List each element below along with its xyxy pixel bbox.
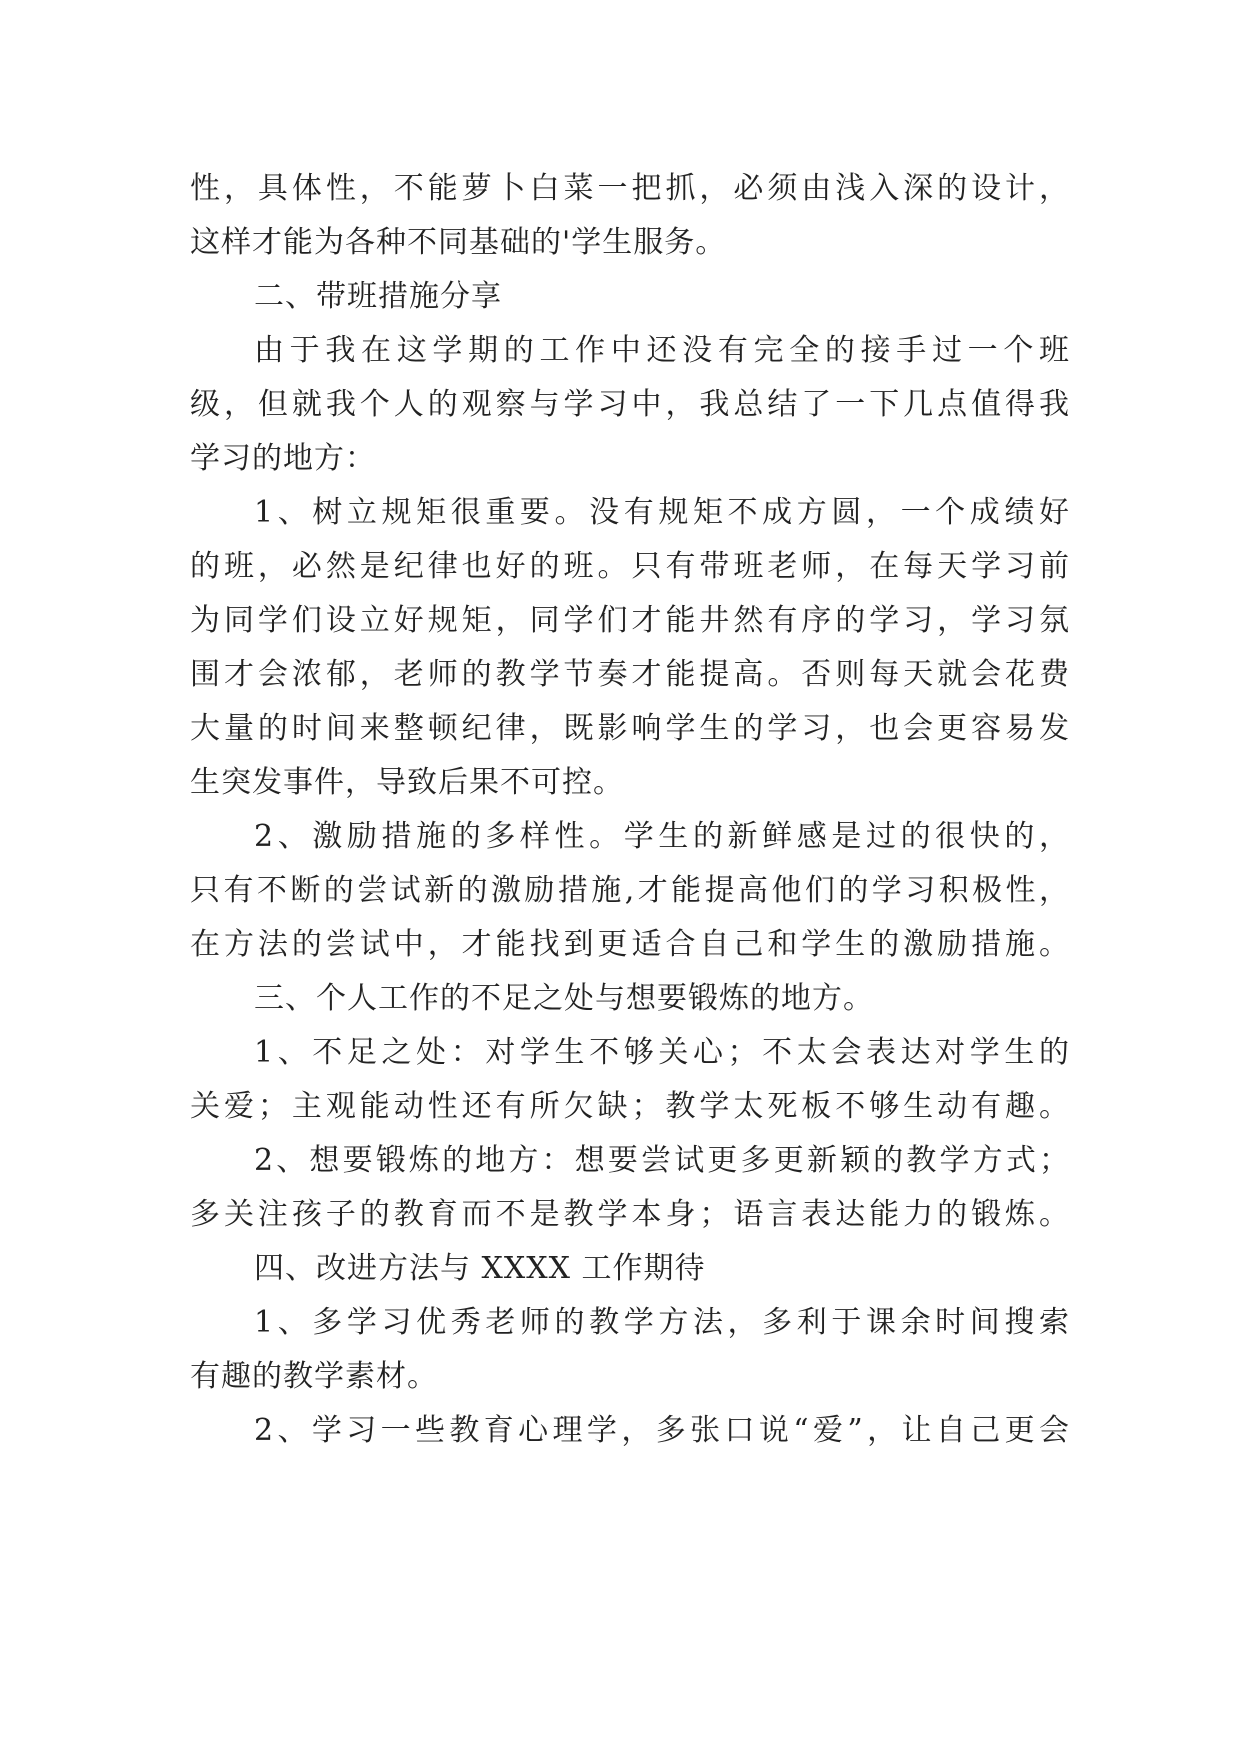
text-line: 只有不断的尝试新的激励措施,才能提高他们的学习积极性， xyxy=(190,873,1070,908)
text-line: 这样才能为各种不同基础的'学生服务。 xyxy=(190,225,727,260)
text-line: 在方法的尝试中，才能找到更适合自己和学生的激励措施。 xyxy=(190,927,1070,962)
text-line: 大量的时间来整顿纪律，既影响学生的学习，也会更容易发 xyxy=(190,711,1070,746)
text-line: 多关注孩子的教育而不是教学本身；语言表达能力的锻炼。 xyxy=(190,1197,1070,1232)
text-line: 2、学习一些教育心理学，多张口说“爱”，让自己更会 xyxy=(254,1413,1070,1448)
text-line: 级，但就我个人的观察与学习中，我总结了一下几点值得我 xyxy=(190,387,1070,422)
text-line: 1、不足之处：对学生不够关心；不太会表达对学生的 xyxy=(254,1035,1070,1070)
text-line: 1、树立规矩很重要。没有规矩不成方圆，一个成绩好 xyxy=(254,495,1070,530)
text-line: 的班，必然是纪律也好的班。只有带班老师，在每天学习前 xyxy=(190,549,1070,584)
text-line: 由于我在这学期的工作中还没有完全的接手过一个班 xyxy=(254,333,1070,368)
text-line: 关爱；主观能动性还有所欠缺；教学太死板不够生动有趣。 xyxy=(190,1089,1070,1124)
text-line: 学习的地方： xyxy=(190,441,376,476)
text-line: 2、想要锻炼的地方：想要尝试更多更新颖的教学方式； xyxy=(254,1143,1070,1178)
text-line: 生突发事件，导致后果不可控。 xyxy=(190,765,624,800)
document-body xyxy=(190,162,1070,1458)
text-line: 为同学们设立好规矩，同学们才能井然有序的学习，学习氛 xyxy=(190,603,1070,638)
text-line: 围才会浓郁，老师的教学节奏才能提高。否则每天就会花费 xyxy=(190,657,1070,692)
text-line: 1、多学习优秀老师的教学方法，多利于课余时间搜索 xyxy=(254,1305,1070,1340)
text-line: 2、激励措施的多样性。学生的新鲜感是过的很快的， xyxy=(254,819,1070,854)
section-heading: 二、带班措施分享 xyxy=(254,279,502,314)
text-line: 性，具体性，不能萝卜白菜一把抓，必须由浅入深的设计， xyxy=(190,171,1070,206)
text-line: 有趣的教学素材。 xyxy=(190,1359,438,1394)
section-heading: 三、个人工作的不足之处与想要锻炼的地方。 xyxy=(254,981,874,1016)
section-heading: 四、改进方法与 XXXX 工作期待 xyxy=(254,1251,706,1286)
